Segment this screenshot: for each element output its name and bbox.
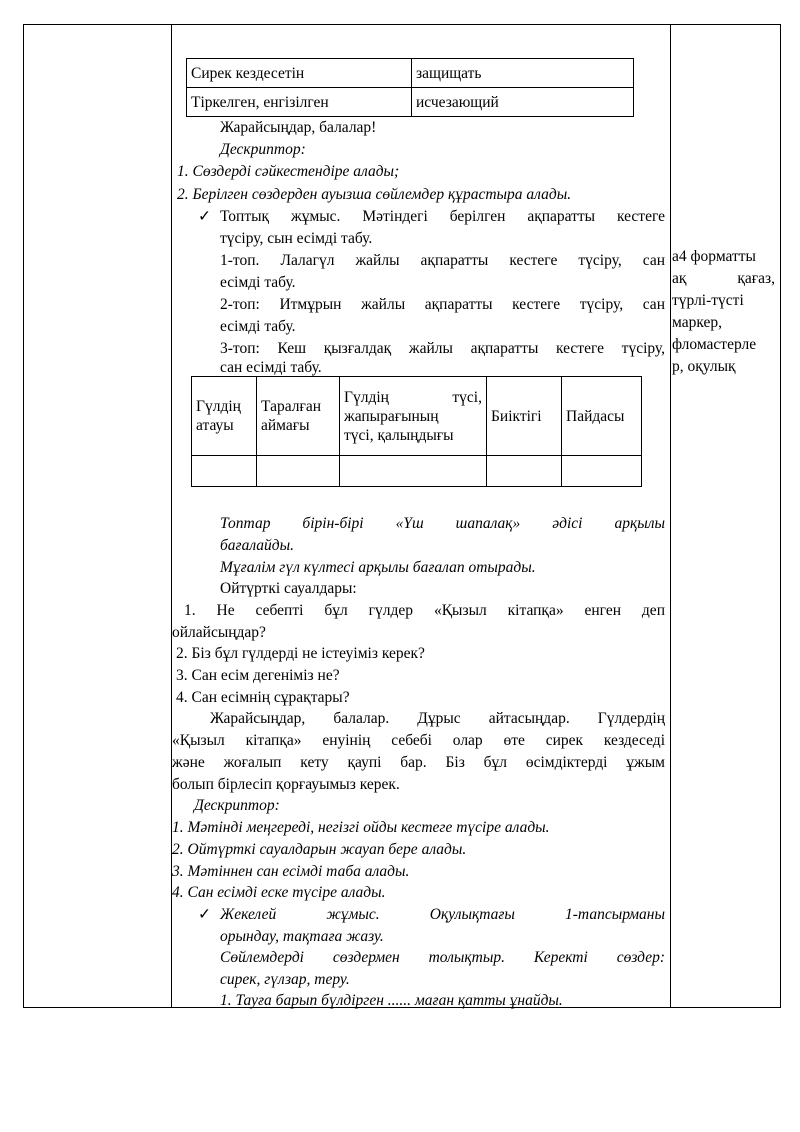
empty-cell	[192, 456, 257, 487]
vocab-cell: исчезающий	[412, 88, 634, 117]
resources-text: түрлі-түсті	[672, 292, 744, 309]
header-cell: Гүлдің атауы	[192, 377, 257, 456]
paragraph-line: және жоғалып кету қаупі бар. Біз бұл өсімдіктерді ұжым	[172, 754, 665, 771]
resources-text: фломастерле	[672, 336, 757, 353]
header-cell: Гүлдің түсі, жапырағының түсі, қалыңдығы	[340, 377, 487, 456]
resources-text: маркер,	[672, 314, 722, 331]
question-item: 1. Не себепті бұл гүлдер «Қызыл кітапқа» енген деп	[184, 602, 665, 619]
teacher-evaluation: Мұғалім гүл күлтесі арқылы бағалап отырады.	[220, 559, 536, 576]
paragraph-line: «Қызыл кітапқа» енуінің себебі олар өте сирек кездеседі	[172, 732, 665, 749]
resources-text: ақ қағаз,	[672, 270, 775, 287]
table-row	[192, 456, 642, 487]
table-row	[187, 88, 634, 117]
group-1-text: 1-топ. Лалагүл жайлы ақпаратты кестеге түсіру, сан	[220, 252, 665, 269]
questions-label: Ойтүрткі сауалдары:	[220, 580, 357, 597]
question-item: ойлайсыңдар?	[172, 624, 266, 641]
evaluation-text: бағалайды.	[220, 537, 295, 554]
vocabulary-table	[186, 58, 634, 117]
descriptor-label: Дескриптор:	[220, 141, 306, 158]
table-row	[192, 377, 642, 456]
header-cell: Пайдасы	[562, 377, 642, 456]
paragraph-line: Жарайсыңдар, балалар. Дұрыс айтасыңдар. Гүлдердің	[210, 710, 665, 727]
descriptor-label: Дескриптор:	[194, 797, 280, 814]
empty-cell	[340, 456, 487, 487]
descriptor-item: 1. Сөздерді сәйкестендіре алады;	[177, 163, 400, 180]
check-icon: ✓	[198, 208, 211, 225]
group-3-text: 3-топ: Кеш қызғалдақ жайлы ақпаратты кестеге түсіру,	[220, 340, 665, 357]
resources-text: р, оқулық	[672, 358, 736, 375]
resources-text: а4 форматты	[672, 248, 756, 265]
descriptor-item: 2. Берілген сөздерден ауызша сөйлемдер құрастыра алады.	[177, 186, 572, 203]
table-row	[187, 59, 634, 88]
paragraph-line: болып бірлесіп қорғауымыз керек.	[172, 776, 400, 793]
check-icon: ✓	[198, 906, 211, 923]
column-divider-2	[670, 24, 671, 1008]
question-item: 2. Біз бұл гүлдерді не істеуіміз керек?	[176, 645, 425, 662]
flower-info-table	[191, 376, 642, 487]
descriptor-item: 2. Ойтүрткі сауалдарын жауап бере алады.	[172, 841, 467, 858]
group-task-text: Топтық жұмыс. Мәтіндегі берілген ақпаратты кестеге	[220, 208, 665, 225]
header-cell: Биіктігі	[487, 377, 562, 456]
vocab-cell: защищать	[412, 59, 634, 88]
group-task-text: түсіру, сын есімді табу.	[220, 230, 373, 247]
praise-text: Жарайсыңдар, балалар!	[220, 119, 377, 136]
vocab-cell: Тіркелген, енгізілген	[187, 88, 412, 117]
vocab-cell: Сирек кездесетін	[187, 59, 412, 88]
fill-task-text: сирек, гүлзар, теру.	[220, 971, 350, 988]
evaluation-text: Топтар бірін-бірі «Үш шапалақ» әдісі арқылы	[220, 515, 665, 532]
header-cell: Таралған аймағы	[257, 377, 340, 456]
individual-task-text: орындау, тақтаға жазу.	[220, 928, 384, 945]
group-3-text: сан есімді табу.	[220, 359, 322, 376]
empty-cell	[562, 456, 642, 487]
individual-task-text: Жекелей жұмыс. Оқулықтағы 1-тапсырманы	[220, 906, 665, 923]
question-item: 4. Сан есімнің сұрақтары?	[176, 689, 350, 706]
sentence-item: 1. Тауға барып бүлдірген ...... маған қатты ұнайды.	[220, 992, 563, 1009]
empty-cell	[257, 456, 340, 487]
column-divider-1	[171, 24, 172, 1008]
empty-cell	[487, 456, 562, 487]
group-2-text: есімді табу.	[220, 318, 296, 335]
question-item: 3. Сан есім дегеніміз не?	[176, 667, 340, 684]
fill-task-text: Сөйлемдерді сөздермен толықтыр. Керекті сөздер:	[220, 949, 665, 966]
descriptor-item: 4. Сан есімді еске түсіре алады.	[172, 884, 386, 901]
group-2-text: 2-топ: Итмұрын жайлы ақпаратты кестеге түсіру, сан	[220, 296, 665, 313]
group-1-text: есімді табу.	[220, 274, 296, 291]
descriptor-item: 1. Мәтінді меңгереді, негізгі ойды кестеге түсіре алады.	[172, 819, 550, 836]
descriptor-item: 3. Мәтіннен сан есімді таба алады.	[172, 863, 410, 880]
